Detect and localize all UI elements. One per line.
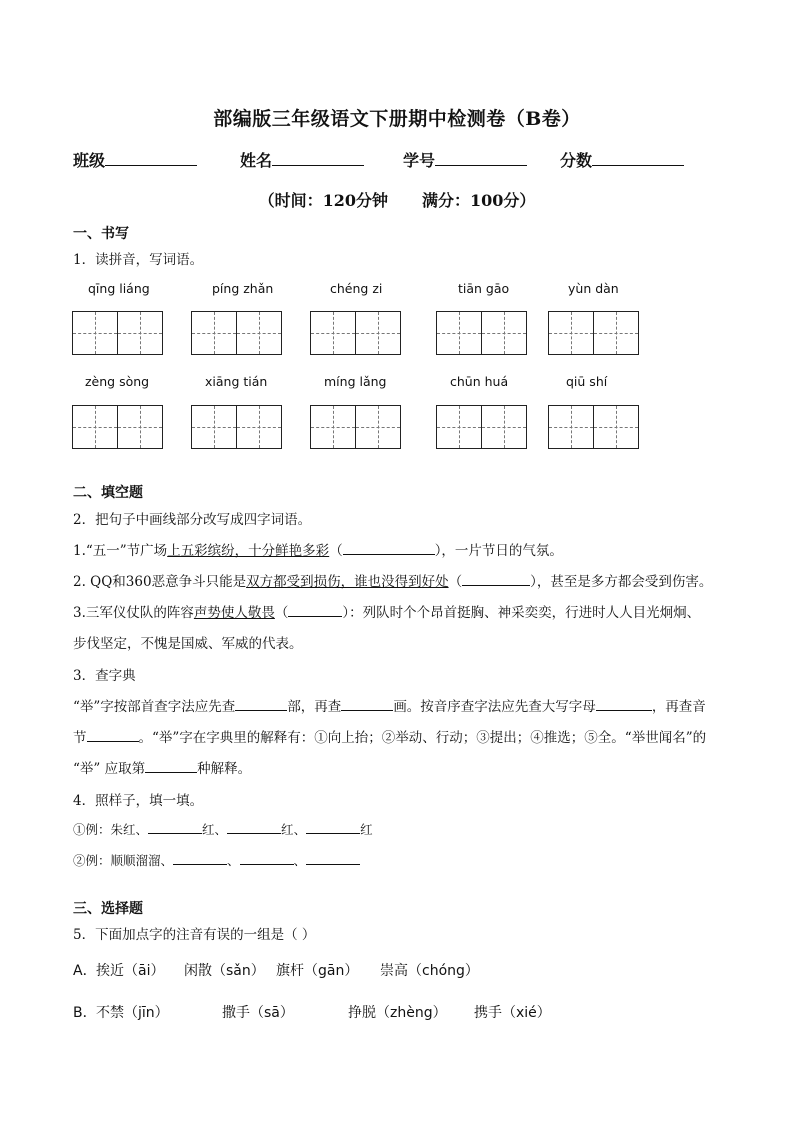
choice-b-label[interactable]: B．: [73, 1005, 97, 1021]
pinyin-label: tiān gāo: [458, 281, 510, 296]
page-title: 部编版三年级语文下册期中检测卷（B卷）: [213, 108, 581, 130]
sentence-1: 1.“五一”节广场上五彩缤纷，十分鲜艳多彩（ ），一片节日的气氛。: [73, 543, 563, 559]
answer-blank[interactable]: [341, 698, 393, 711]
dictionary-line-1: “举”字按部首查字法应先查 部，再查 画。按音序查字法应先查大写字母 ，再查音: [73, 699, 706, 715]
choice-b-item: 挣脱（zhèng）: [348, 1005, 447, 1021]
pinyin-label: chūn huá: [450, 374, 509, 389]
writing-grid[interactable]: [310, 405, 401, 449]
choice-a-item: 闲散（sǎn）: [184, 963, 265, 979]
writing-grid[interactable]: [191, 311, 282, 355]
question-1: 1．读拼音，写词语。: [73, 252, 204, 268]
answer-blank[interactable]: [343, 542, 435, 555]
section-heading-3: 三、选择题: [73, 901, 143, 917]
answer-blank[interactable]: [306, 852, 360, 865]
time-info: [0, 188, 794, 211]
writing-grid[interactable]: [548, 311, 639, 355]
choice-b-item: 携手（xié）: [474, 1005, 551, 1021]
class-label: 班级: [73, 151, 106, 170]
pinyin-label: qiū shí: [566, 374, 608, 389]
writing-grid[interactable]: [436, 405, 527, 449]
sentence-3-cont: 步伐坚定，不愧是国威、军威的代表。: [73, 636, 303, 652]
section-heading-2: 二、填空题: [73, 485, 143, 501]
answer-blank[interactable]: [173, 852, 227, 865]
score-field[interactable]: [560, 148, 684, 171]
pinyin-label: chéng zi: [330, 281, 383, 296]
choice-b-item: 撒手（sā）: [222, 1005, 294, 1021]
name-blank[interactable]: [272, 151, 364, 166]
answer-blank[interactable]: [306, 821, 360, 834]
choice-a-item: 旗杆（gān）: [276, 963, 359, 979]
example-line-1: ①例：朱红、 红、 红、 红: [73, 822, 373, 837]
full-score: 满分：100分）: [422, 191, 536, 210]
underlined-text: 声势使人敬畏: [193, 605, 275, 621]
score-label: 分数: [560, 151, 593, 170]
class-blank[interactable]: [105, 151, 197, 166]
pinyin-label: zèng sòng: [85, 374, 150, 389]
question-3: 3．查字典: [73, 668, 136, 684]
pinyin-label: yùn dàn: [568, 281, 619, 296]
pinyin-label: míng lǎng: [324, 374, 387, 389]
underlined-text: 上五彩缤纷，十分鲜艳多彩: [167, 543, 330, 559]
choice-b-item: 不禁（jīn）: [96, 1005, 169, 1021]
choice-a-item: 挨近（āi）: [96, 963, 165, 979]
answer-blank[interactable]: [87, 729, 139, 742]
example-line-2: ②例：顺顺溜溜、 、 、: [73, 851, 360, 869]
sentence-3: 3.三军仪仗队的阵容声势使人敬畏（ ）：列队时个个昂首挺胸、神采奕奕，行进时人人目光炯炯、: [73, 605, 701, 621]
number-blank[interactable]: [435, 151, 527, 166]
writing-grid[interactable]: [548, 405, 639, 449]
writing-grid[interactable]: [72, 405, 163, 449]
score-blank[interactable]: [592, 151, 684, 166]
writing-grid[interactable]: [191, 405, 282, 449]
section-heading-1: 一、书写: [73, 226, 129, 242]
pinyin-label: xiāng tián: [205, 374, 268, 389]
answer-blank[interactable]: [227, 821, 281, 834]
writing-grid[interactable]: [72, 311, 163, 355]
answer-blank[interactable]: [148, 821, 202, 834]
class-field[interactable]: [73, 148, 197, 171]
underlined-text: 双方都受到损伤，谁也没得到好处: [246, 574, 449, 590]
answer-blank[interactable]: [596, 698, 652, 711]
pinyin-label: qīng liáng: [88, 281, 150, 296]
number-field[interactable]: [403, 148, 527, 171]
question-2: 2．把句子中画线部分改写成四字词语。: [73, 512, 312, 528]
name-field[interactable]: [240, 148, 364, 171]
name-label: 姓名: [240, 151, 273, 170]
dictionary-line-3: “举” 应取第 种解释。: [73, 761, 252, 777]
number-label: 学号: [403, 151, 436, 170]
answer-blank[interactable]: [288, 604, 342, 617]
writing-grid[interactable]: [310, 311, 401, 355]
choice-a-label[interactable]: A．: [73, 963, 97, 979]
answer-blank[interactable]: [145, 760, 197, 773]
sentence-2: 2. QQ和360恶意争斗只能是双方都受到损伤，谁也没得到好处（ ），甚至是多方都会受到伤害。: [73, 574, 713, 590]
dictionary-line-2: 节 。“举”字在字典里的解释有：①向上抬；②举动、行动；③提出；④推选；⑤全。“举世闻名”的: [73, 730, 707, 746]
pinyin-label: píng zhǎn: [212, 281, 274, 296]
question-4: 4．照样子，填一填。: [73, 793, 204, 809]
time-limit: （时间：120分钟: [258, 191, 388, 210]
answer-blank[interactable]: [235, 698, 287, 711]
answer-blank[interactable]: [240, 852, 294, 865]
question-5: 5．下面加点字的注音有误的一组是（ ）: [73, 927, 316, 943]
answer-blank[interactable]: [462, 573, 530, 586]
choice-a-item: 崇高（chóng）: [380, 963, 479, 979]
writing-grid[interactable]: [436, 311, 527, 355]
